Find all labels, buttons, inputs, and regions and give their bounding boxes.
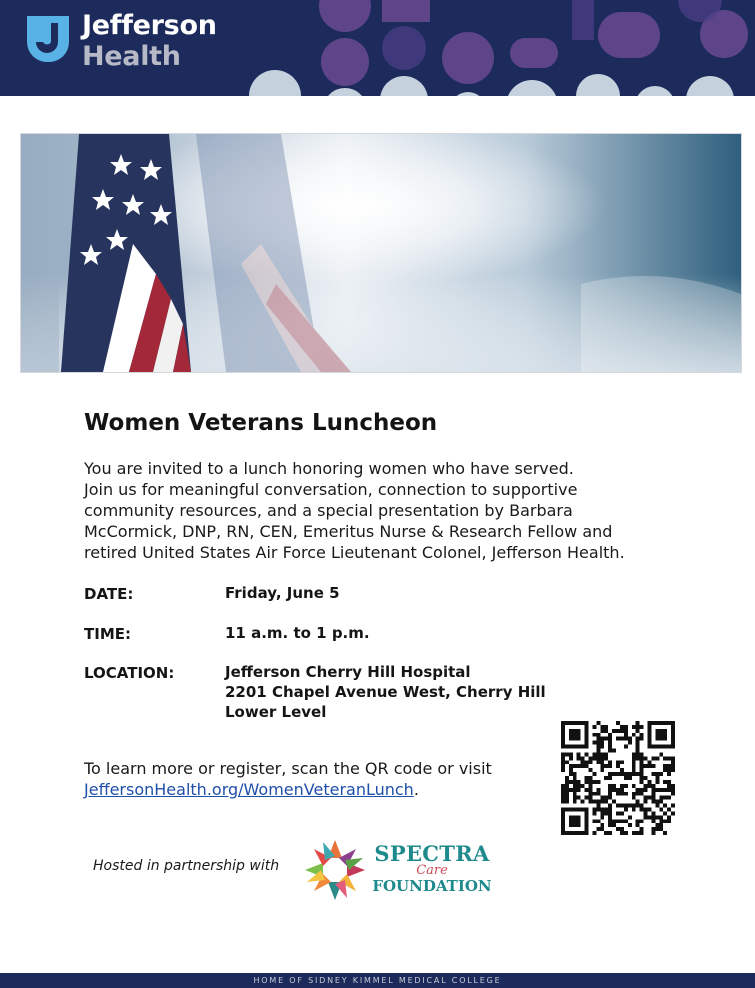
event-title: Women Veterans Luncheon xyxy=(84,410,438,436)
intro-line: McCormick, DNP, RN, CEN, Emeritus Nurse & Research Fellow and xyxy=(84,522,613,541)
spectra-star-logo-icon xyxy=(303,838,367,902)
partner-name-line2: Care xyxy=(416,863,448,878)
location-value xyxy=(225,662,546,722)
date-label: DATE: xyxy=(84,585,134,603)
hosted-by-text: Hosted in partnership with xyxy=(93,858,280,874)
location-line: Lower Level xyxy=(225,703,327,721)
location-line: 2201 Chapel Avenue West, Cherry Hill xyxy=(225,683,546,701)
location-label: LOCATION: xyxy=(84,664,175,682)
time-value: 11 a.m. to 1 p.m. xyxy=(225,624,370,642)
register-suffix: . xyxy=(413,780,419,799)
american-flags-photo xyxy=(20,133,742,373)
partner-name-line3: FOUNDATION xyxy=(372,877,492,895)
event-intro xyxy=(84,458,724,563)
brand-line1: Jefferson xyxy=(82,10,217,41)
intro-line: You are invited to a lunch honoring women who have served. xyxy=(84,459,574,478)
register-prompt: To learn more or register, scan the QR code or visit xyxy=(84,759,492,778)
brand-wordmark xyxy=(82,12,217,70)
intro-line: retired United States Air Force Lieutenant Colonel, Jefferson Health. xyxy=(84,543,625,562)
partner-name-line1: SPECTRA xyxy=(374,841,490,866)
intro-line: Join us for meaningful conversation, connection to supportive xyxy=(84,480,578,499)
register-text xyxy=(84,758,544,800)
header-bar xyxy=(0,0,755,96)
date-value: Friday, June 5 xyxy=(225,584,340,602)
register-link[interactable]: JeffersonHealth.org/WomenVeteranLunch xyxy=(84,780,414,799)
spectra-wordmark xyxy=(372,843,492,895)
footer-bar: HOME OF SIDNEY KIMMEL MEDICAL COLLEGE xyxy=(0,973,755,988)
intro-line: community resources, and a special presentation by Barbara xyxy=(84,501,573,520)
brand-line2: Health xyxy=(82,41,181,72)
jefferson-j-logo-icon xyxy=(27,16,69,62)
qr-code-icon[interactable] xyxy=(561,721,675,835)
location-line: Jefferson Cherry Hill Hospital xyxy=(225,663,471,681)
time-label: TIME: xyxy=(84,625,131,643)
